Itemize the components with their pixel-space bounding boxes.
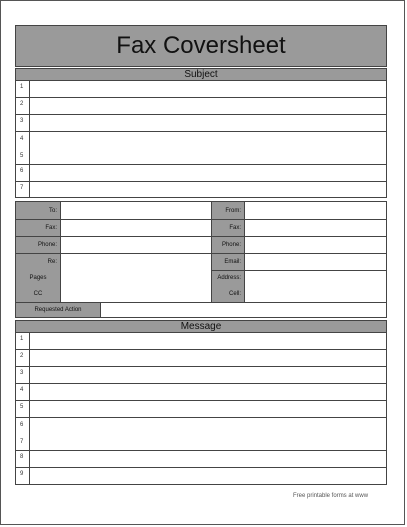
re-label: Re: [16, 253, 60, 270]
footer-credit: Free printable forms at www [293, 493, 369, 499]
subject-line[interactable] [16, 165, 386, 182]
divider [16, 302, 386, 303]
line-number: 8 [16, 451, 30, 467]
from-label: From: [212, 202, 244, 219]
fax-label-right: Fax: [212, 219, 244, 236]
subject-line[interactable] [16, 182, 386, 198]
divider [100, 302, 101, 317]
re-field[interactable] [61, 253, 211, 270]
line-number: 1 [16, 333, 30, 349]
fax-field-left[interactable] [61, 219, 211, 236]
contact-info-block [15, 201, 387, 318]
divider [16, 253, 386, 254]
line-number: 2 [16, 98, 30, 114]
fax-label-left: Fax: [16, 219, 60, 236]
line-number: 4 [16, 384, 30, 400]
requested-action-label: Requested Action [16, 302, 100, 317]
subject-lines [15, 81, 387, 198]
cc-field[interactable] [61, 286, 211, 302]
divider [60, 202, 61, 302]
page-title: Fax Coversheet [15, 25, 387, 67]
email-label: Email: [212, 253, 244, 270]
to-label: To: [16, 202, 60, 219]
phone-label-left: Phone: [16, 236, 60, 253]
line-number: 3 [16, 367, 30, 383]
divider [16, 219, 386, 220]
subject-line[interactable] [16, 98, 386, 115]
line-number: 5 [16, 401, 30, 417]
subject-line[interactable] [16, 81, 386, 98]
cell-label: Cell: [212, 286, 244, 302]
from-field[interactable] [245, 202, 386, 219]
line-number: 7 [16, 182, 30, 198]
phone-label-right: Phone: [212, 236, 244, 253]
pages-field[interactable] [61, 270, 211, 286]
message-header: Message [15, 320, 387, 333]
message-line[interactable] [16, 333, 386, 350]
message-line[interactable] [16, 350, 386, 367]
line-number: 9 [16, 468, 30, 485]
phone-field-right[interactable] [245, 236, 386, 253]
line-number: 5 [20, 153, 24, 159]
message-line[interactable] [16, 401, 386, 418]
line-number: 4 [20, 136, 24, 142]
cc-label: CC [16, 286, 60, 302]
divider [212, 270, 386, 271]
pages-label: Pages [16, 270, 60, 286]
line-number: 7 [20, 439, 24, 445]
line-number: 3 [16, 115, 30, 131]
divider [211, 202, 212, 302]
subject-line[interactable] [16, 132, 386, 165]
message-lines [15, 333, 387, 485]
message-line[interactable] [16, 367, 386, 384]
requested-action-field[interactable] [101, 302, 386, 317]
message-line[interactable] [16, 384, 386, 401]
divider [16, 236, 386, 237]
cell-field[interactable] [245, 286, 386, 302]
message-line[interactable] [16, 468, 386, 485]
message-line[interactable] [16, 451, 386, 468]
line-number: 2 [16, 350, 30, 366]
subject-header: Subject [15, 68, 387, 81]
address-field[interactable] [245, 270, 386, 286]
to-field[interactable] [61, 202, 211, 219]
phone-field-left[interactable] [61, 236, 211, 253]
line-number: 1 [16, 81, 30, 97]
line-number: 6 [16, 165, 30, 181]
message-line[interactable] [16, 418, 386, 451]
email-field[interactable] [245, 253, 386, 270]
subject-line[interactable] [16, 115, 386, 132]
divider [244, 202, 245, 302]
fax-field-right[interactable] [245, 219, 386, 236]
address-label: Address: [212, 270, 244, 286]
line-number: 6 [20, 422, 24, 428]
